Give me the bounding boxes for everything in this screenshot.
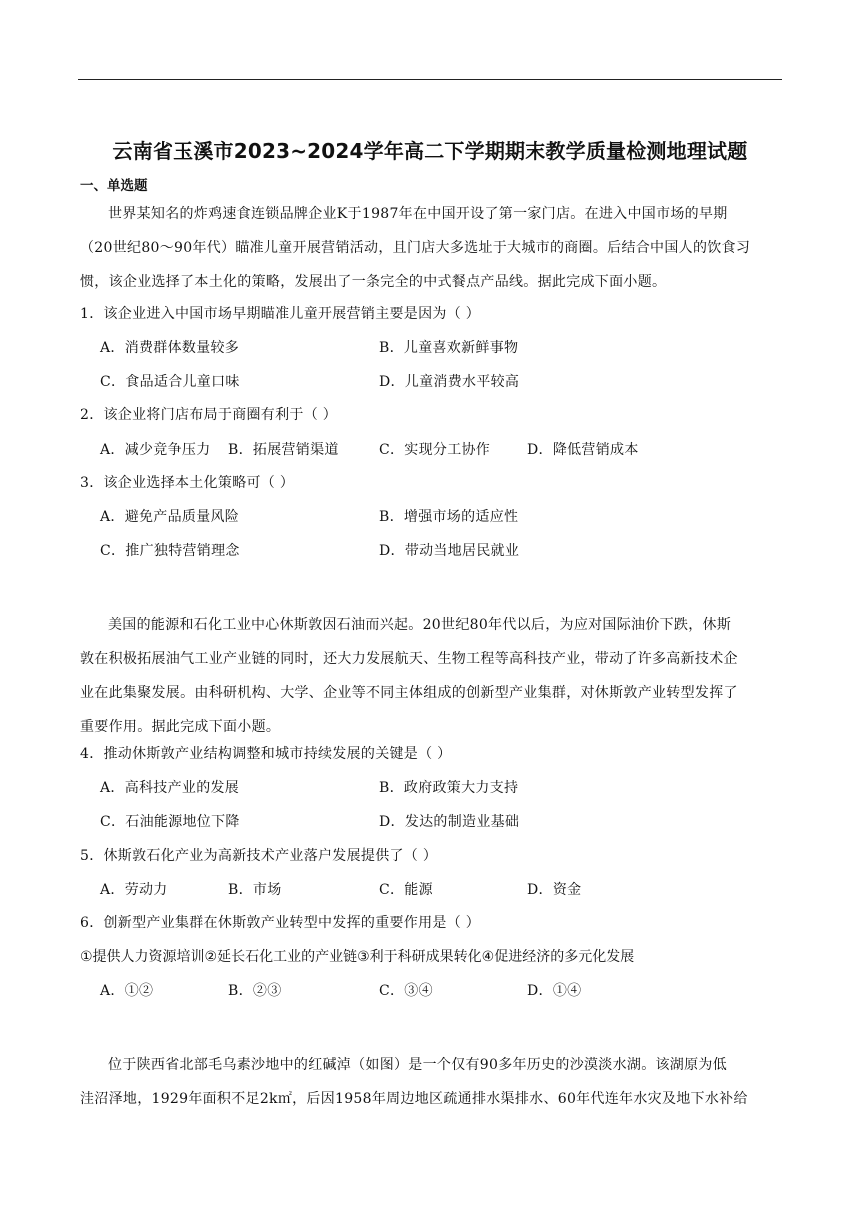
question-4-option-d[interactable]: D．发达的制造业基础	[379, 814, 520, 830]
passage-line: 世界某知名的炸鸡速食连锁品牌企业K于1987年在中国开设了第一家门店。在进入中国市场的早期	[108, 206, 728, 222]
passage-line: 重要作用。据此完成下面小题。	[80, 719, 281, 735]
passage-line: 业在此集聚发展。由科研机构、大学、企业等不同主体组成的创新型产业集群，对休斯敦产业转型发挥了	[80, 685, 738, 701]
question-4-stem: 4．推动休斯敦产业结构调整和城市持续发展的关键是（ ）	[80, 746, 452, 762]
question-1-option-b[interactable]: B．儿童喜欢新鲜事物	[379, 340, 519, 356]
question-6-option-b[interactable]: B．②③	[228, 983, 282, 999]
question-4-option-a[interactable]: A．高科技产业的发展	[100, 780, 240, 796]
question-1-stem: 1．该企业进入中国市场早期瞄准儿童开展营销主要是因为（ ）	[80, 306, 481, 322]
header-rule	[78, 79, 782, 80]
question-3-option-b[interactable]: B．增强市场的适应性	[379, 509, 519, 525]
question-3-option-c[interactable]: C．推广独特营销理念	[100, 543, 240, 559]
question-1-option-c[interactable]: C．食品适合儿童口味	[100, 374, 240, 390]
passage-line: （20世纪80～90年代）瞄准儿童开展营销活动，且门店大多选址于大城市的商圈。后结合中国人的饮食习	[80, 240, 751, 256]
question-3-option-a[interactable]: A．避免产品质量风险	[100, 509, 240, 525]
question-5-option-b[interactable]: B．市场	[228, 882, 282, 898]
question-2-option-c[interactable]: C．实现分工协作	[379, 442, 491, 458]
question-5-stem: 5．休斯敦石化产业为高新技术产业落户发展提供了（ ）	[80, 848, 438, 864]
passage-line: 洼沼泽地，1929年面积不足2k㎡，后因1958年周边地区疏通排水渠排水、60年代连年水灾及地下水补给	[80, 1091, 748, 1107]
question-1-option-d[interactable]: D．儿童消费水平较高	[379, 374, 520, 390]
question-5-option-a[interactable]: A．劳动力	[100, 882, 168, 898]
passage-3	[80, 1048, 780, 1116]
passage-1	[80, 197, 780, 299]
question-3-option-d[interactable]: D．带动当地居民就业	[379, 543, 520, 559]
page-title: 云南省玉溪市2023~2024学年高二下学期期末教学质量检测地理试题	[112, 139, 748, 163]
question-4-option-b[interactable]: B．政府政策大力支持	[379, 780, 519, 796]
question-1-option-a[interactable]: A．消费群体数量较多	[100, 340, 240, 356]
section-heading: 一、单选题	[80, 178, 148, 194]
question-2-stem: 2．该企业将门店布局于商圈有利于（ ）	[80, 407, 338, 423]
question-6-option-c[interactable]: C．③④	[379, 983, 433, 999]
question-6-option-d[interactable]: D．①④	[527, 983, 582, 999]
question-4-option-c[interactable]: C．石油能源地位下降	[100, 814, 240, 830]
question-6-statement: ①提供人力资源培训②延长石化工业的产业链③利于科研成果转化④促进经济的多元化发展	[80, 949, 635, 965]
passage-line: 美国的能源和石化工业中心休斯敦因石油而兴起。20世纪80年代以后，为应对国际油价下跌，休斯	[108, 617, 732, 633]
question-3-stem: 3．该企业选择本土化策略可（ ）	[80, 475, 295, 491]
question-5-option-d[interactable]: D．资金	[527, 882, 582, 898]
passage-line: 位于陕西省北部毛乌素沙地中的红碱淖（如图）是一个仅有90多年历史的沙漠淡水湖。该湖原为低	[108, 1057, 728, 1073]
question-6-stem: 6．创新型产业集群在休斯敦产业转型中发挥的重要作用是（ ）	[80, 915, 481, 931]
question-2-option-b[interactable]: B．拓展营销渠道	[228, 442, 339, 458]
question-5-option-c[interactable]: C．能源	[379, 882, 433, 898]
question-2-option-a[interactable]: A．减少竞争压力	[100, 442, 211, 458]
question-6-option-a[interactable]: A．①②	[100, 983, 154, 999]
passage-line: 惯，该企业选择了本土化的策略，发展出了一条完全的中式餐点产品线。据此完成下面小题。	[80, 274, 667, 290]
question-2-option-d[interactable]: D．降低营销成本	[527, 442, 639, 458]
passage-2	[80, 608, 780, 744]
passage-line: 敦在积极拓展油气工业产业链的同时，还大力发展航天、生物工程等高科技产业，带动了许多高新技术企	[80, 651, 738, 667]
